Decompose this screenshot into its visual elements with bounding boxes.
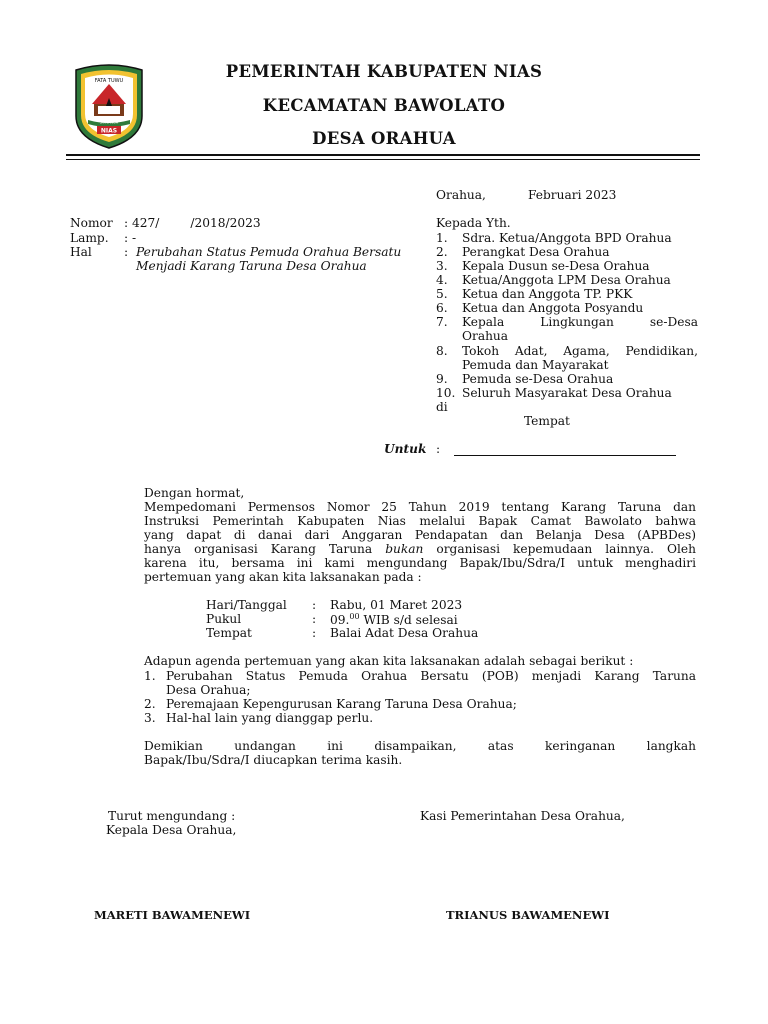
- recipient-item: [436, 386, 698, 400]
- recipient-item: [436, 301, 698, 315]
- event-time-minute: 00: [349, 612, 360, 621]
- header-rule-thin: [66, 159, 700, 160]
- recipient-item: [436, 259, 698, 273]
- agenda-intro: Adapun agenda pertemuan yang akan kita laksanakan adalah sebagai berikut :: [144, 654, 634, 668]
- paragraph-line: Mempedomani Permensos Nomor 25 Tahun 2019 tentang Karang Taruna dan: [144, 500, 696, 514]
- paragraph-line: Instruksi Pemerintah Kabupaten Nias melalui Bapak Camat Bawolato bahwa: [144, 514, 696, 528]
- recipient-number: 3.: [436, 259, 448, 273]
- recipient-text: Seluruh Masyarakat Desa Orahua: [462, 386, 672, 400]
- hal-colon: :: [124, 245, 129, 259]
- recipients-di: di: [436, 400, 448, 414]
- agenda-number: 3.: [144, 711, 156, 725]
- recipient-number: 10.: [436, 386, 456, 400]
- header-government: PEMERINTAH KABUPATEN NIAS: [225, 62, 543, 81]
- event-place-value: Balai Adat Desa Orahua: [330, 626, 479, 640]
- recipient-text: Perangkat Desa Orahua: [462, 245, 610, 259]
- recipient-text: Ketua dan Anggota Posyandu: [462, 301, 644, 315]
- event-place-label: Tempat: [206, 626, 252, 640]
- recipient-text: Ketua/Anggota LPM Desa Orahua: [462, 273, 671, 287]
- header-rule-thick: [66, 154, 700, 156]
- recipient-number: 4.: [436, 273, 448, 287]
- event-day-value: Rabu, 01 Maret 2023: [330, 598, 463, 612]
- nomor-label: Nomor: [70, 216, 113, 230]
- recipient-number: 5.: [436, 287, 448, 301]
- recipient-item: [436, 273, 698, 287]
- letter-date: Februari 2023: [528, 188, 617, 202]
- recipient-item: [436, 372, 698, 386]
- recipient-number: 9.: [436, 372, 448, 386]
- event-day-label: Hari/Tanggal: [206, 598, 287, 612]
- paragraph-text: organisasi kepemudaan lainnya. Oleh: [423, 542, 696, 556]
- header-district: KECAMATAN BAWOLATO: [262, 96, 506, 115]
- agenda-number: 1.: [144, 669, 156, 683]
- lamp-value: : -: [124, 231, 137, 245]
- untuk-blank-line: [454, 455, 676, 456]
- signature-left-position: Kepala Desa Orahua,: [106, 823, 237, 837]
- agenda-text-cont: Desa Orahua;: [166, 683, 251, 697]
- paragraph-emphasis: bukan: [385, 542, 424, 556]
- event-time-label: Pukul: [206, 612, 242, 626]
- recipient-number: 8.: [436, 344, 448, 358]
- paragraph-line: karena itu, bersama ini kami mengundang Bapak/Ibu/Sdra/I untuk menghadiri: [144, 556, 696, 570]
- lamp-label: Lamp.: [70, 231, 109, 245]
- event-colon: :: [312, 612, 317, 626]
- recipient-number: 2.: [436, 245, 448, 259]
- recipient-text: Tokoh Adat, Agama, Pendidikan,: [462, 344, 698, 358]
- logo-motto: SOWANUA: [99, 120, 119, 125]
- recipient-item: [436, 245, 698, 259]
- recipient-item: [436, 344, 698, 358]
- signature-left-name: MARETI BAWAMENEWI: [94, 908, 251, 922]
- recipient-text-cont: Orahua: [462, 329, 509, 343]
- paragraph-text: hanya organisasi Karang Taruna: [144, 542, 386, 556]
- event-time-value: [330, 612, 458, 627]
- recipient-number: 7.: [436, 315, 448, 329]
- logo-text-bottom: NIAS: [100, 127, 118, 135]
- signature-right-position: Kasi Pemerintahan Desa Orahua,: [420, 809, 625, 823]
- recipient-item: [436, 315, 698, 329]
- recipients-place: Tempat: [524, 414, 570, 428]
- event-time-hour: 09.: [330, 613, 350, 628]
- header-village: DESA ORAHUA: [312, 129, 456, 148]
- paragraph-line: pertemuan yang akan kita laksanakan pada :: [144, 570, 422, 584]
- hal-label: Hal: [70, 245, 92, 259]
- recipient-text: Kepala Dusun se-Desa Orahua: [462, 259, 650, 273]
- agenda-text: Hal-hal lain yang dianggap perlu.: [166, 711, 374, 725]
- recipient-item: [436, 287, 698, 301]
- agenda-text: Perubahan Status Pemuda Orahua Bersatu (POB) menjadi Karang Taruna: [166, 669, 696, 683]
- event-time-rest: WIB s/d selesai: [359, 613, 458, 628]
- recipient-text: Kepala Lingkungan se-Desa: [462, 315, 698, 329]
- recipient-number: 1.: [436, 231, 448, 245]
- signature-right-name: TRIANUS BAWAMENEWI: [446, 908, 610, 922]
- recipient-text: Pemuda se-Desa Orahua: [462, 372, 614, 386]
- recipient-text-cont: Pemuda dan Mayarakat: [462, 358, 609, 372]
- kabupaten-nias-logo: [70, 60, 148, 150]
- recipient-number: 6.: [436, 301, 448, 315]
- recipient-text: Sdra. Ketua/Anggota BPD Orahua: [462, 231, 672, 245]
- paragraph-line: yang dapat di danai dari Anggaran Pendapatan dan Belanja Desa (APBDes): [144, 528, 696, 542]
- recipients-heading: Kepada Yth.: [436, 216, 511, 230]
- agenda-text: Peremajaan Kepengurusan Karang Taruna Desa Orahua;: [166, 697, 517, 711]
- closing-line: Demikian undangan ini disampaikan, atas keringanan langkah: [144, 739, 696, 753]
- untuk-label: Untuk: [384, 442, 427, 456]
- logo-text-top: FATA TUWU: [94, 78, 124, 84]
- letter-place: Orahua,: [436, 188, 486, 202]
- greeting: Dengan hormat,: [144, 486, 245, 500]
- closing-line: Bapak/Ibu/Sdra/I diucapkan terima kasih.: [144, 753, 403, 767]
- event-colon: :: [312, 626, 317, 640]
- hal-subject-line1: Perubahan Status Pemuda Orahua Bersatu: [136, 245, 402, 259]
- recipient-item: [436, 231, 698, 245]
- paragraph-line: [144, 542, 696, 556]
- agenda-number: 2.: [144, 697, 156, 711]
- recipient-text: Ketua dan Anggota TP. PKK: [462, 287, 633, 301]
- nomor-value: : 427/ /2018/2023: [124, 216, 261, 230]
- hal-subject-line2: Menjadi Karang Taruna Desa Orahua: [136, 259, 367, 273]
- signature-left-title: Turut mengundang :: [108, 809, 236, 823]
- untuk-colon: :: [436, 442, 441, 456]
- event-colon: :: [312, 598, 317, 612]
